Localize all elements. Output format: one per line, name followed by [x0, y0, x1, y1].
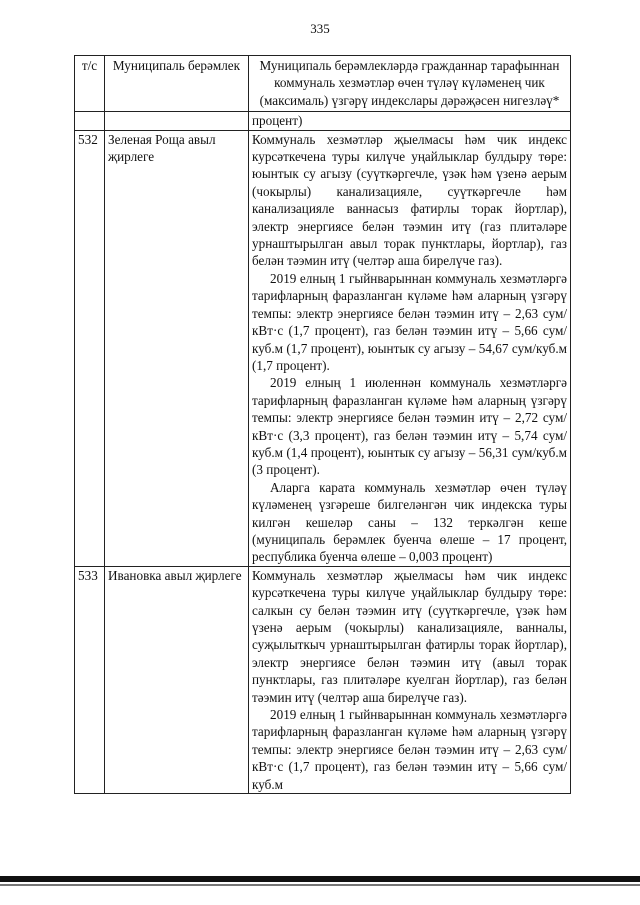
header-municipality: Муниципаль берәмлек	[105, 56, 249, 112]
paragraph: 2019 елның 1 гыйнварыннан коммуналь хезмәтләргә тарифларның фаразланган күләме һәм аларның үзгәрү темпы: электр энергиясе белән тәэмин итү – 2,63 сум/кВт·с (1,7 процент), газ белән тәэмин итү – 5,66 сум/куб.м (1,7 процент), юынтык су агызу – 54,67 сум/куб.м (1,7 процент).	[252, 270, 567, 373]
continuation-text-cell	[249, 112, 571, 130]
paragraph: Коммуналь хезмәтләр җыелмасы һәм чик индекс курсәткечена туры килүче уңайлыклар булдыру төре: салкын су белән тәэмин итү (суүткәргечле, үзәк һәм үзенә аерым (чокырлы) канализацияле, ванналы, суҗылыткыч урнаштырылган фатирлы торак йортлар), электр энергиясе белән тәэмин итү (авыл торак пунктлары, газ плитәләре куелган йортлар), газ белән тәэмин итү (челтәр аша бирелүче газ).	[252, 567, 567, 705]
table-row	[75, 130, 571, 566]
row-number: 533	[75, 566, 105, 793]
paragraph: Аларга карата коммуналь хезмәтләр өчен түләү күләменең үзгәреше билгеләнгән чик индекска туры килгән кешеләр саны – 132 теркәлгән кеше (муниципаль берәмлек буенча өлеше – 17 процент, республика буенча өлеше – 0,003 процент)	[252, 479, 567, 565]
paragraph: 2019 елның 1 гыйнварыннан коммуналь хезмәтләргә тарифларның фаразланган күләме һәм аларның үзгәрү темпы: электр энергиясе белән тәэмин итү – 2,63 сум/кВт·с (1,7 процент), газ белән тәэмин итү – 5,66 сум/куб.м	[252, 707, 567, 792]
row-number: 532	[75, 130, 105, 566]
paragraph: Коммуналь хезмәтләр җыелмасы һәм чик индекс курсәткечена туры килүче уңайлыклар булдыру төре: юынтык су агызу (суүткәргечле, үзәк һәм үзенә аерым (чокырлы) канализацияле, суүткәргечле һәм канализацияле ваннасыз фатирлы торак йортлар), электр энергиясе белән тәэмин итү (газ плитәләре урнаштырылган авыл торак пунктлары, йортлар), газ белән тәэмин итү (челтәр аша бирелүче газ).	[252, 131, 567, 269]
continuation-row	[75, 112, 571, 130]
page-number: 335	[310, 21, 330, 36]
continuation-name-cell	[105, 112, 249, 130]
paragraph: 2019 елның 1 июленнән коммуналь хезмәтләргә тарифларның фаразланган күләме һәм аларның үзгәрү темпы: электр энергиясе белән тәэмин итү – 2,72 сум/кВт·с (3,3 процент), газ белән тәэмин итү – 5,74 сум/куб.м (1,4 процент), юынтык су агызу – 56,31 сум/куб.м (3 процент).	[252, 375, 567, 478]
table-row	[75, 566, 571, 793]
row-municipality: Ивановка авыл җирлеге	[105, 566, 249, 793]
continuation-number-cell	[75, 112, 105, 130]
row-justification	[249, 130, 571, 566]
index-table	[74, 55, 571, 794]
header-number: т/с	[75, 56, 105, 112]
header-justification: Муниципаль берәмлекләрдә гражданнар тарафыннан коммуналь хезмәтләр өчен түләү күләменең чик (максималь) үзгәрү индекслары дәрәҗәсен нигезләү*	[249, 56, 571, 112]
scan-edge-line	[0, 884, 640, 886]
continuation-text: процент)	[252, 113, 303, 129]
row-justification	[249, 566, 571, 793]
scan-edge-bar	[0, 876, 640, 882]
row-municipality: Зеленая Роща авыл җирлеге	[105, 130, 249, 566]
table-header-row	[75, 56, 571, 112]
